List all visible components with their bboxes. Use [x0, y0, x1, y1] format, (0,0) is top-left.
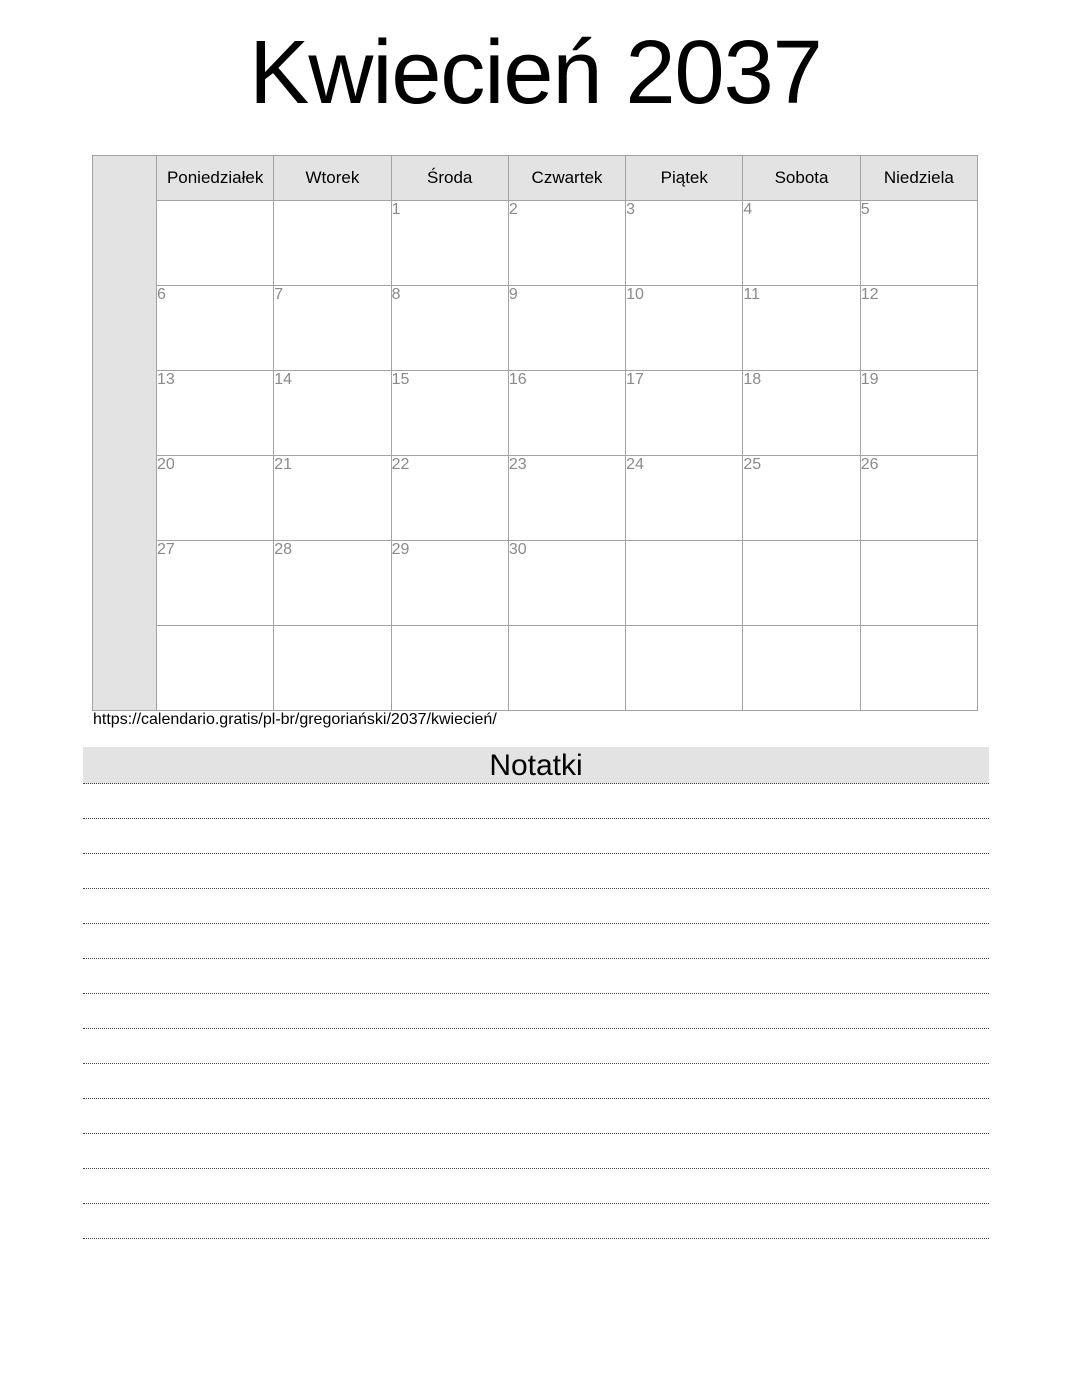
day-cell: 9: [508, 286, 625, 371]
weekday-header-thursday: Czwartek: [508, 156, 625, 201]
calendar-week-row: [93, 286, 978, 371]
weekday-header-sunday: Niedziela: [860, 156, 977, 201]
calendar-week-row: [93, 201, 978, 286]
day-cell: [860, 626, 977, 711]
day-cell: 8: [391, 286, 508, 371]
day-cell: 3: [626, 201, 743, 286]
day-cell: 6: [157, 286, 274, 371]
day-cell: 10: [626, 286, 743, 371]
day-cell: 18: [743, 371, 860, 456]
note-line: [83, 889, 989, 924]
day-cell: 20: [157, 456, 274, 541]
day-cell: 12: [860, 286, 977, 371]
day-cell: 27: [157, 541, 274, 626]
note-line: [83, 784, 989, 819]
note-line: [83, 959, 989, 994]
day-cell: 14: [274, 371, 391, 456]
week-number-column: [93, 156, 157, 711]
day-cell: 7: [274, 286, 391, 371]
notes-section: [83, 747, 989, 1239]
day-cell: 2: [508, 201, 625, 286]
day-cell: 25: [743, 456, 860, 541]
calendar-week-row: [93, 371, 978, 456]
calendar-header-row: [93, 156, 978, 201]
day-cell: 17: [626, 371, 743, 456]
day-cell: [274, 626, 391, 711]
day-cell: [626, 626, 743, 711]
page-title: Kwiecień 2037: [249, 23, 822, 123]
day-cell: [157, 201, 274, 286]
note-line: [83, 1169, 989, 1204]
day-cell: 1: [391, 201, 508, 286]
note-line: [83, 994, 989, 1029]
day-cell: 21: [274, 456, 391, 541]
note-line: [83, 1029, 989, 1064]
weekday-header-wednesday: Środa: [391, 156, 508, 201]
day-cell: [391, 626, 508, 711]
day-cell: [743, 626, 860, 711]
weekday-header-monday: Poniedziałek: [157, 156, 274, 201]
weekday-header-friday: Piątek: [626, 156, 743, 201]
day-cell: 11: [743, 286, 860, 371]
calendar-week-row: [93, 456, 978, 541]
calendar-table: [92, 155, 978, 711]
day-cell: 15: [391, 371, 508, 456]
notes-title: Notatki: [83, 747, 989, 784]
note-line: [83, 1099, 989, 1134]
day-cell: 16: [508, 371, 625, 456]
source-url: https://calendario.gratis/pl-br/gregoriański/2037/kwiecień/: [93, 711, 497, 728]
day-cell: 29: [391, 541, 508, 626]
day-cell: 4: [743, 201, 860, 286]
day-cell: [508, 626, 625, 711]
note-line: [83, 1064, 989, 1099]
note-line: [83, 924, 989, 959]
note-line: [83, 1134, 989, 1169]
day-cell: 5: [860, 201, 977, 286]
calendar-week-row: [93, 626, 978, 711]
weekday-header-tuesday: Wtorek: [274, 156, 391, 201]
day-cell: 22: [391, 456, 508, 541]
note-line: [83, 854, 989, 889]
day-cell: [626, 541, 743, 626]
note-line: [83, 1204, 989, 1239]
day-cell: 24: [626, 456, 743, 541]
day-cell: 19: [860, 371, 977, 456]
day-cell: [274, 201, 391, 286]
day-cell: [860, 541, 977, 626]
day-cell: 30: [508, 541, 625, 626]
day-cell: 13: [157, 371, 274, 456]
day-cell: 23: [508, 456, 625, 541]
calendar-week-row: [93, 541, 978, 626]
weekday-header-saturday: Sobota: [743, 156, 860, 201]
day-cell: 28: [274, 541, 391, 626]
day-cell: [157, 626, 274, 711]
note-line: [83, 819, 989, 854]
day-cell: 26: [860, 456, 977, 541]
day-cell: [743, 541, 860, 626]
